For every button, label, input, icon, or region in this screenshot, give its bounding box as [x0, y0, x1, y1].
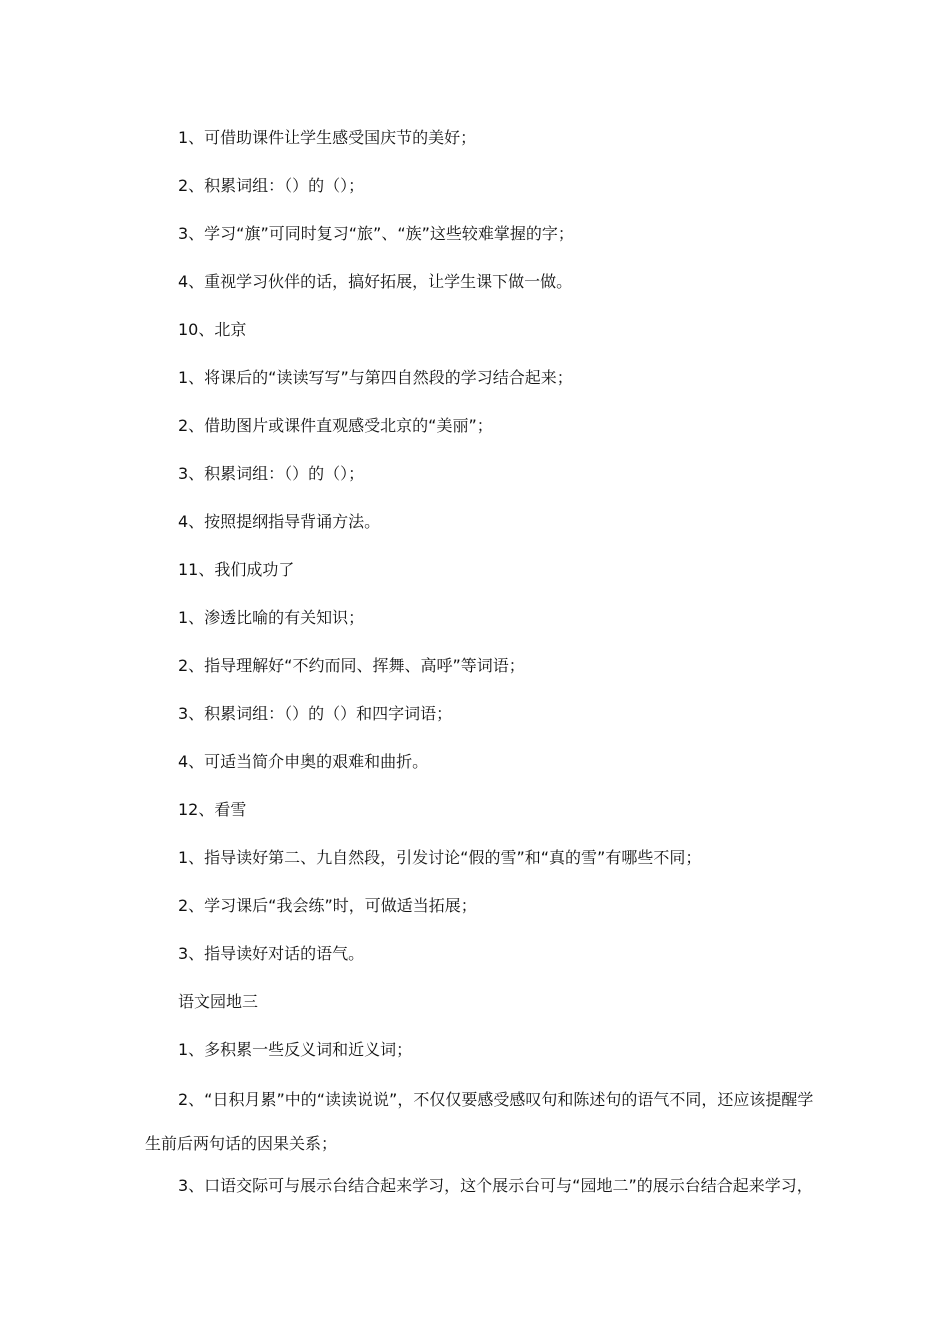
text-line: 3、指导读好对话的语气。 [178, 944, 365, 963]
section-heading: 语文园地三 [178, 992, 259, 1011]
text-line: 4、可适当简介申奥的艰难和曲折。 [178, 752, 429, 771]
text-line: 1、渗透比喻的有关知识； [178, 608, 365, 627]
text-line: 3、积累词组：（）的（）和四字词语； [178, 704, 453, 723]
text-paragraph: 3、口语交际可与展示台结合起来学习，这个展示台可与“园地二”的展示台结合起来学习， [178, 1176, 813, 1195]
text-line: 1、将课后的“读读写写”与第四自然段的学习结合起来； [178, 368, 573, 387]
text-line: 3、积累词组：（）的（）； [178, 464, 365, 483]
section-heading: 12、看雪 [178, 800, 247, 819]
text-line: 1、指导读好第二、九自然段，引发讨论“假的雪”和“真的雪”有哪些不同； [178, 848, 702, 867]
section-heading: 10、北京 [178, 320, 247, 339]
text-line: 3、学习“旗”可同时复习“旅”、“族”这些较难掌握的字； [178, 224, 574, 243]
text-line: 1、可借助课件让学生感受国庆节的美好； [178, 128, 477, 147]
text-line: 4、按照提纲指导背诵方法。 [178, 512, 381, 531]
text-line: 1、多积累一些反义词和近义词； [178, 1040, 413, 1059]
text-line: 2、指导理解好“不约而同、挥舞、高呼”等词语； [178, 656, 525, 675]
text-line: 2、学习课后“我会练”时，可做适当拓展； [178, 896, 477, 915]
section-heading: 11、我们成功了 [178, 560, 295, 579]
text-line: 2、借助图片或课件直观感受北京的“美丽”； [178, 416, 493, 435]
text-line: 2、积累词组：（）的（）； [178, 176, 365, 195]
text-line: 4、重视学习伙伴的话，搞好拓展，让学生课下做一做。 [178, 272, 573, 291]
text-paragraph: 2、“日积月累”中的“读读说说”，不仅仅要感受感叹句和陈述句的语气不同，还应该提醒学生前后两句话的因果关系； [145, 1090, 814, 1153]
